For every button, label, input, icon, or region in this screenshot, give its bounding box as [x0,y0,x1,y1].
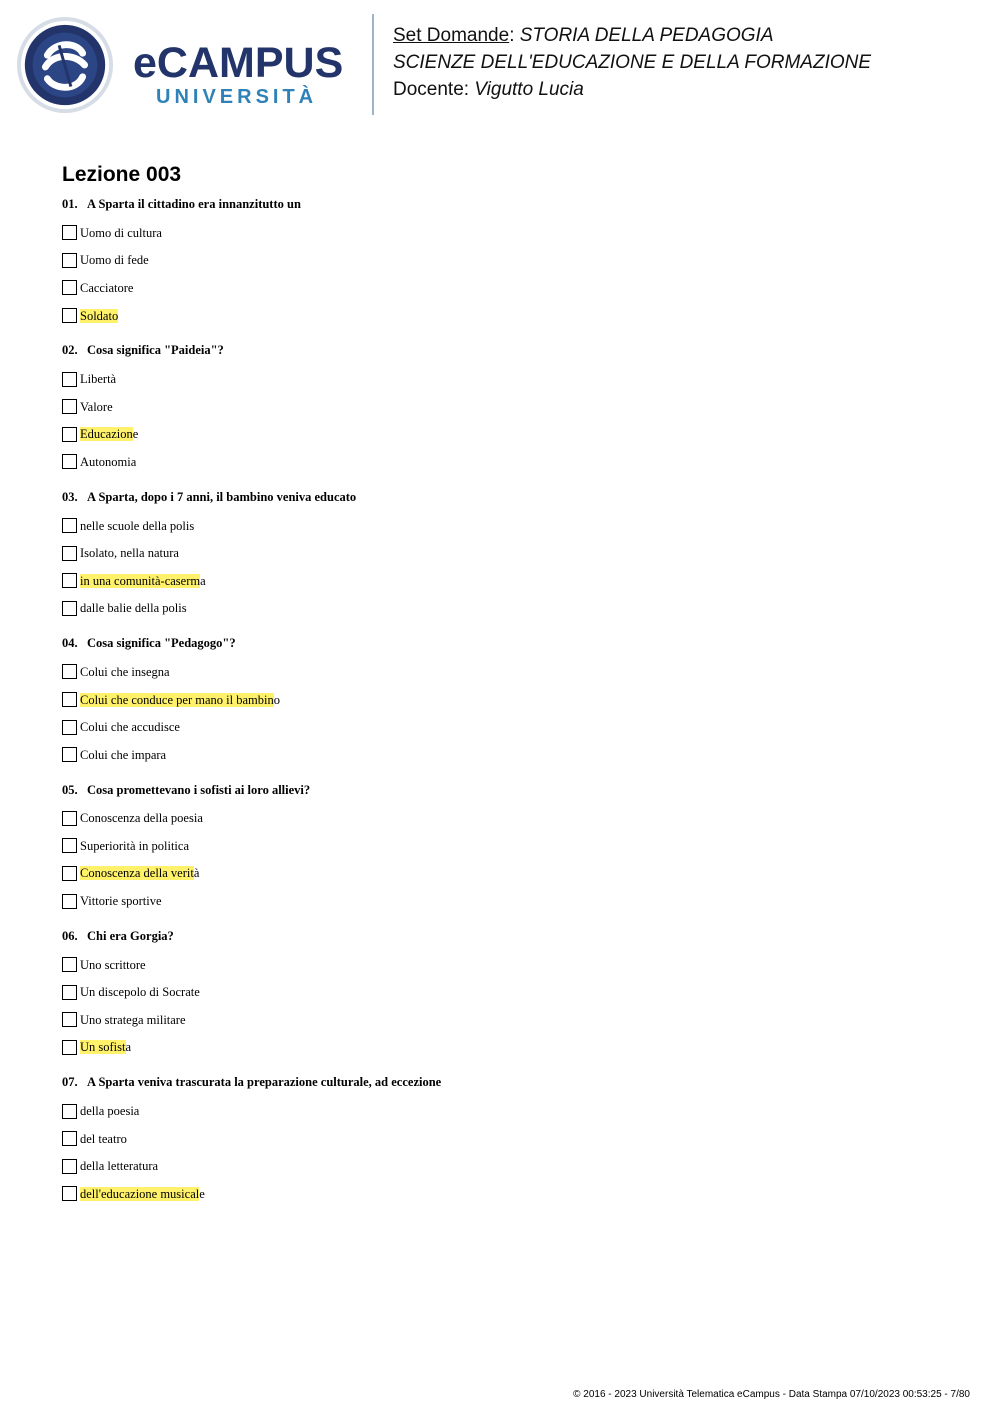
answer-option[interactable] [62,595,962,623]
question-title [62,342,962,359]
question-text: A Sparta veniva trascurata la preparazione culturale, ad eccezione [87,1075,442,1090]
question-block [62,1074,962,1207]
answer-text: Uomo di fede [80,253,149,268]
answer-checkbox[interactable] [62,1159,77,1174]
answer-text: Cacciatore [80,280,134,295]
set-label: Set Domande [393,25,510,46]
answer-text: della poesia [80,1104,140,1119]
answer-option[interactable] [62,1034,962,1062]
answer-option[interactable] [62,1006,962,1034]
answer-text: nelle scuole della polis [80,518,195,533]
answer-option[interactable] [62,805,962,833]
answer-option[interactable] [62,393,962,421]
answer-checkbox[interactable] [62,399,77,414]
question-text: Chi era Gorgia? [87,928,174,943]
header-info [393,22,871,103]
answer-option[interactable] [62,832,962,860]
answer-option[interactable] [62,365,962,393]
answer-text: del teatro [80,1131,127,1146]
answer-option[interactable] [62,978,962,1006]
answer-label [80,1039,131,1055]
answer-text: e [132,427,139,442]
question-block [62,928,962,1061]
answer-text: à [193,866,200,881]
question-text: A Sparta, dopo i 7 anni, il bambino veniva educato [87,489,357,504]
answer-text: Uno scrittore [80,957,146,972]
highlighted-answer-text: in una comunità-caserm [80,573,201,588]
answer-text: Uno stratega militare [80,1012,186,1027]
question-number: 03. [62,489,78,504]
answer-text: Colui che impara [80,747,167,762]
answer-label [80,957,146,973]
answer-option[interactable] [62,1180,962,1208]
question-title [62,196,962,213]
answer-text: Colui che accudisce [80,720,180,735]
question-block [62,489,962,622]
answer-label [80,838,189,854]
answer-label [80,1131,127,1147]
question-title [62,635,962,652]
answer-label [80,747,166,763]
answer-checkbox[interactable] [62,866,77,881]
answer-text: Colui che insegna [80,664,170,679]
answer-option[interactable] [62,567,962,595]
answer-label [80,719,180,735]
answer-text: Conoscenza della poesia [80,811,203,826]
answer-label [80,1103,139,1119]
answer-label [80,308,118,324]
answer-checkbox[interactable] [62,427,77,442]
answer-option[interactable] [62,302,962,330]
answer-option[interactable] [62,713,962,741]
answer-checkbox[interactable] [62,957,77,972]
answer-label [80,1012,186,1028]
teacher-name: Vigutto Lucia [474,79,584,100]
answer-checkbox[interactable] [62,308,77,323]
answer-option[interactable] [62,1152,962,1180]
answer-option[interactable] [62,539,962,567]
answer-text: Autonomia [80,454,137,469]
highlighted-answer-text: Conoscenza della verit [80,866,194,881]
answer-option[interactable] [62,1125,962,1153]
answer-option[interactable] [62,247,962,275]
answer-option[interactable] [62,274,962,302]
answer-checkbox[interactable] [62,838,77,853]
answer-option[interactable] [62,860,962,888]
answer-label [80,865,199,881]
question-block [62,782,962,915]
question-number: 07. [62,1075,78,1090]
answer-label [80,399,113,415]
answer-text: Vittorie sportive [80,894,162,909]
answer-checkbox[interactable] [62,1131,77,1146]
set-line: Set Domande: STORIA DELLA PEDAGOGIA [393,25,774,46]
question-number: 02. [62,343,78,358]
header-divider [372,14,374,115]
lesson-title: Lezione 003 [62,163,182,186]
answer-text: Superiorità in politica [80,838,190,853]
answer-label [80,893,162,909]
course-name: SCIENZE DELL'EDUCAZIONE E DELLA FORMAZIONE [393,52,872,73]
answer-label [80,810,203,826]
question-title [62,489,962,506]
answer-text: e [199,1186,205,1201]
answer-checkbox[interactable] [62,811,77,826]
answer-label [80,252,149,268]
answer-checkbox[interactable] [62,692,77,707]
answer-label [80,426,138,442]
answer-checkbox[interactable] [62,601,77,616]
logo-subtitle: UNIVERSITÀ [156,86,318,108]
answer-checkbox[interactable] [62,1104,77,1119]
answer-checkbox[interactable] [62,747,77,762]
question-number: 06. [62,928,78,943]
answer-checkbox[interactable] [62,1186,77,1201]
question-text: A Sparta il cittadino era innanzitutto un [87,197,301,211]
answer-text: dalle balie della polis [80,601,187,616]
question-number: 04. [62,636,78,651]
answer-label [80,573,206,589]
answer-text: o [273,692,280,707]
answer-checkbox[interactable] [62,894,77,909]
answer-label [80,454,136,470]
answer-text: a [200,573,206,588]
answer-label [80,225,162,241]
answer-text: Valore [80,399,113,414]
question-text: Cosa significa "Pedagogo"? [87,636,236,651]
question-list [62,196,962,1221]
highlighted-answer-text: Colui che conduce per mano il bambin [80,692,274,707]
answer-option[interactable] [62,658,962,686]
set-value: STORIA DELLA PEDAGOGIA [519,25,774,46]
question-number: 01. [62,197,78,211]
answer-text: Libertà [80,372,117,387]
answer-option[interactable] [62,951,962,979]
answer-label [80,518,194,534]
highlighted-answer-text: Un sofist [80,1040,126,1055]
answer-checkbox[interactable] [62,546,77,561]
answer-checkbox[interactable] [62,985,77,1000]
answer-option[interactable] [62,448,962,476]
answer-option[interactable] [62,421,962,449]
answer-option[interactable] [62,741,962,769]
teacher-line [393,76,871,103]
answer-option[interactable] [62,686,962,714]
answer-checkbox[interactable] [62,454,77,469]
highlighted-answer-text: dell'educazione musical [80,1186,200,1201]
answer-text: Uomo di cultura [80,225,162,240]
highlighted-answer-text: Soldato [80,308,119,323]
answer-label [80,664,170,680]
answer-option[interactable] [62,512,962,540]
answer-label [80,984,200,1000]
answer-label [80,1158,158,1174]
answer-checkbox[interactable] [62,573,77,588]
answer-checkbox[interactable] [62,253,77,268]
page-footer: © 2016 - 2023 Università Telematica eCampus - Data Stampa 07/10/2023 00:53:25 - 7/80 [573,1389,970,1400]
answer-text: della letteratura [80,1159,159,1174]
highlighted-answer-text: Educazion [80,427,133,442]
answer-label [80,600,187,616]
question-title [62,928,962,945]
answer-text: a [125,1040,132,1055]
answer-option[interactable] [62,1097,962,1125]
answer-checkbox[interactable] [62,518,77,533]
answer-checkbox[interactable] [62,280,77,295]
teacher-label: Docente: [393,79,470,100]
ecampus-logo-icon [16,16,114,114]
question-text: Cosa promettevano i sofisti ai loro allievi? [87,782,311,797]
question-block [62,342,962,475]
question-block [62,635,962,768]
answer-text: Isolato, nella natura [80,546,179,561]
answer-label [80,1186,205,1202]
page-header [0,0,1000,130]
answer-option[interactable] [62,219,962,247]
answer-label [80,692,280,708]
question-title [62,1074,962,1091]
answer-checkbox[interactable] [62,664,77,679]
question-title [62,782,962,799]
question-text: Cosa significa "Paideia"? [87,343,224,358]
answer-text: Un discepolo di Socrate [80,985,200,1000]
question-number: 05. [62,782,78,797]
answer-checkbox[interactable] [62,225,77,240]
answer-label [80,280,133,296]
answer-checkbox[interactable] [62,1040,77,1055]
answer-label [80,545,179,561]
answer-checkbox[interactable] [62,372,77,387]
answer-checkbox[interactable] [62,1012,77,1027]
answer-checkbox[interactable] [62,720,77,735]
logo-name: eCAMPUS [133,39,344,87]
answer-option[interactable] [62,887,962,915]
question-block [62,196,962,329]
answer-label [80,371,116,387]
